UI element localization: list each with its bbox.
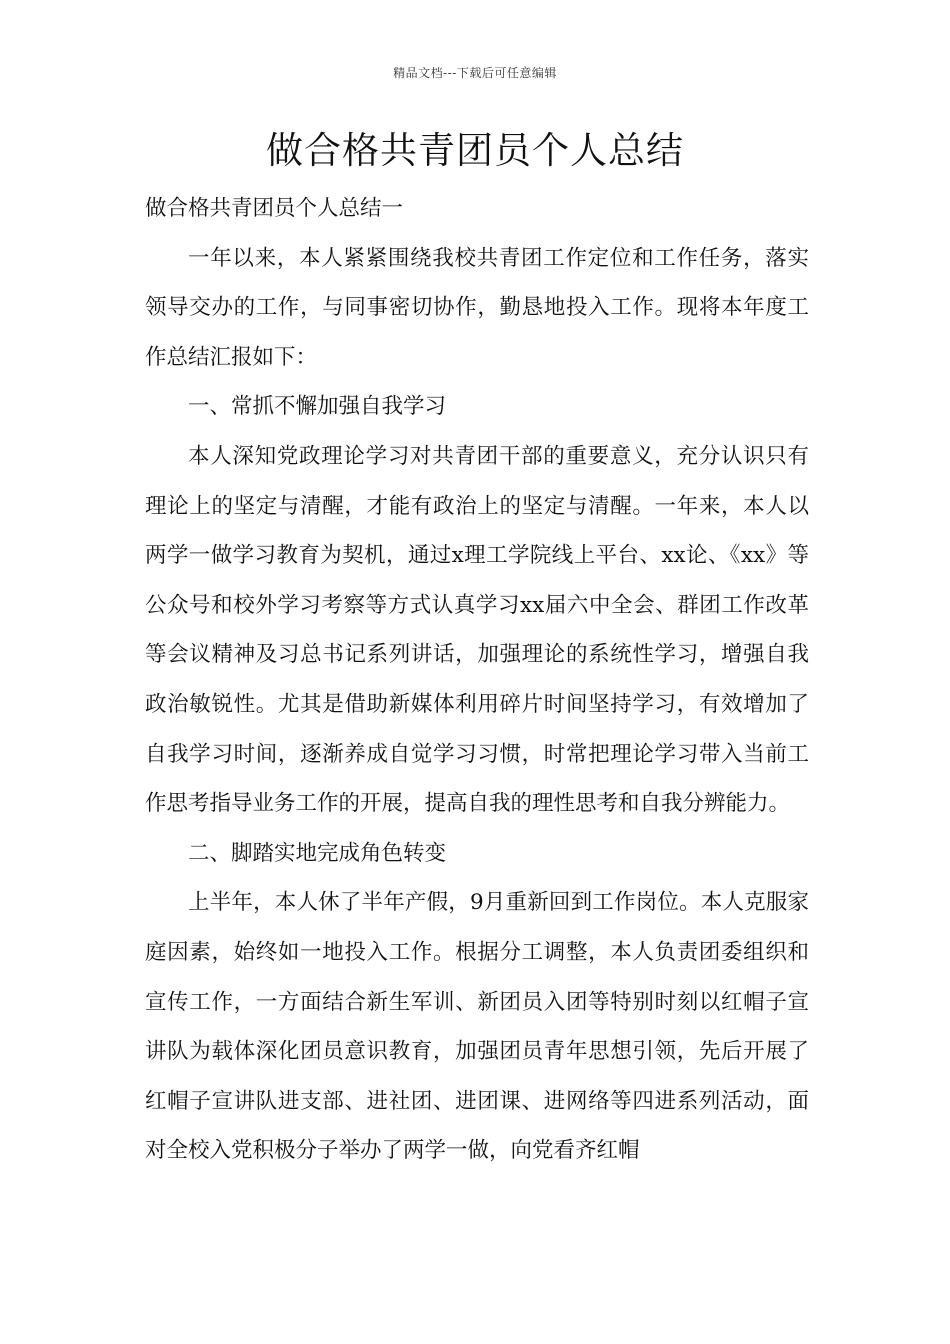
document-subtitle: 做合格共青团员个人总结一	[145, 196, 404, 221]
document-body	[145, 184, 809, 1176]
paragraph-role: 上半年，本人休了半年产假，9月重新回到工作岗位。本人克服家庭因素，始终如一地投入工作。根据分工调整，本人负责团委组织和宣传工作，一方面结合新生军训、新团员入团等特别时刻以红帽子宣讲队为载体深化团员意识教育，加强团员青年思想引领，先后开展了红帽子宣讲队进支部、进社团、进团课、进网络等四进系列活动，面对全校入党积极分子举办了两学一做，向党看齐红帽	[145, 890, 809, 1164]
paragraph-study: 本人深知党政理论学习对共青团干部的重要意义，充分认识只有理论上的坚定与清醒，才能有政治上的坚定与清醒。一年来，本人以两学一做学习教育为契机，通过x理工学院线上平台、xx论、《xx》等公众号和校外学习考察等方式认真学习xx届六中全会、群团工作改革等会议精神及习总书记系列讲话，加强理论的系统性学习，增强自我政治敏锐性。尤其是借助新媒体利用碎片时间坚持学习，有效增加了自我学习时间，逐渐养成自觉学习习惯，时常把理论学习带入当前工作思考指导业务工作的开展，提高自我的理性思考和自我分辨能力。	[145, 443, 809, 817]
paragraph-intro: 一年以来，本人紧紧围绕我校共青团工作定位和工作任务，落实领导交办的工作，与同事密切协作，勤恳地投入工作。现将本年度工作总结汇报如下：	[145, 245, 809, 370]
section-heading-2: 二、脚踏实地完成角色转变	[188, 840, 447, 866]
header-note: 精品文档---下载后可任意编辑	[393, 66, 557, 80]
section-heading-1: 一、常抓不懈加强自我学习	[188, 394, 447, 420]
document-title: 做合格共青团员个人总结	[266, 129, 684, 172]
